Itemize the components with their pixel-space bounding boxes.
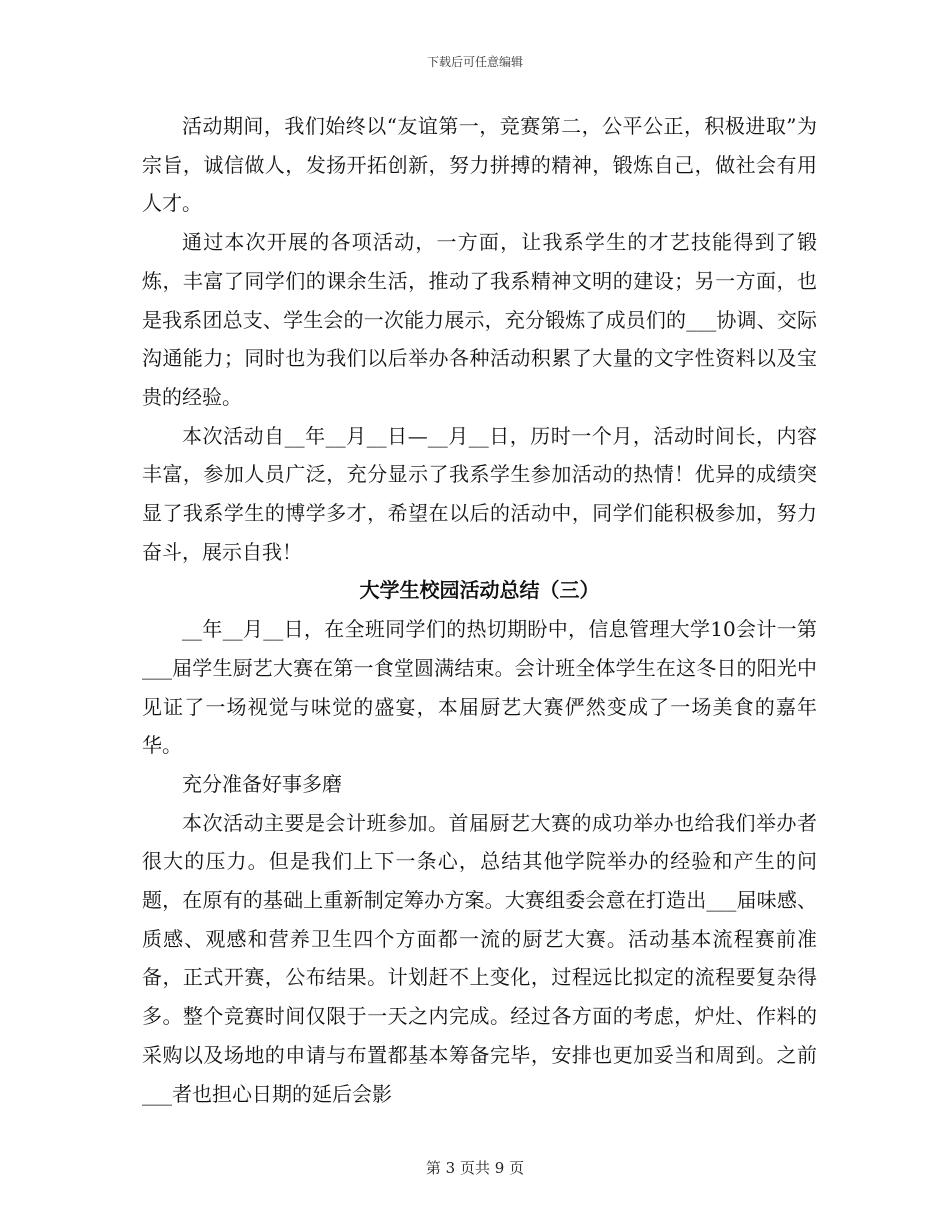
page-header: 下载后可任意编辑: [426, 55, 523, 69]
section-title: 大学生校园活动总结（三）: [359, 578, 600, 603]
document-body: [142, 107, 817, 1113]
paragraph: 本次活动主要是会计班参加。首届厨艺大赛的成功举办也给我们举办者很大的压力。但是我们上下一条心，总结其他学院举办的经验和产生的问题，在原有的基础上重新制定筹办方案。大赛组委会意在打造出___届味感、质感、观感和营养卫生四个方面都一流的厨艺大赛。活动基本流程赛前准备，正式开赛，公布结果。计划赶不上变化，过程远比拟定的流程要复杂得多。整个竞赛时间仅限于一天之内完成。经过各方面的考虑，炉灶、作料的采购以及场地的申请与布置都基本筹备完毕，安排也更加妥当和周到。之前___者也担心日期的延后会影: [142, 810, 817, 1106]
paragraph: 活动期间，我们始终以“友谊第一，竞赛第二，公平公正，积极进取”为宗旨，诚信做人，发扬开拓创新，努力拼搏的精神，锻炼自己，做社会有用人才。: [142, 114, 817, 216]
subheading: 充分准备好事多磨: [182, 771, 342, 796]
page-number: 第 3 页共 9 页: [425, 1159, 525, 1177]
paragraph: 通过本次开展的各项活动，一方面，让我系学生的才艺技能得到了锻炼，丰富了同学们的课余生活，推动了我系精神文明的建设；另一方面，也是我系团总支、学生会的一次能力展示，充分锻炼了成员们的___协调、交际沟通能力；同时也为我们以后举办各种活动积累了大量的文字性资料以及宝贵的经验。: [142, 230, 817, 409]
paragraph: __年__月__日，在全班同学们的热切期盼中，信息管理大学10会计一第___届学生厨艺大赛在第一食堂圆满结束。会计班全体学生在这冬日的阳光中见证了一场视觉与味觉的盛宴，本届厨艺大赛俨然变成了一场美食的嘉年华。: [142, 617, 817, 758]
paragraph: 本次活动自__年__月__日—__月__日，历时一个月，活动时间长，内容丰富，参加人员广泛，充分显示了我系学生参加活动的热情！优异的成绩突显了我系学生的博学多才，希望在以后的活动中，同学们能积极参加，努力奋斗，展示自我！: [142, 423, 817, 564]
